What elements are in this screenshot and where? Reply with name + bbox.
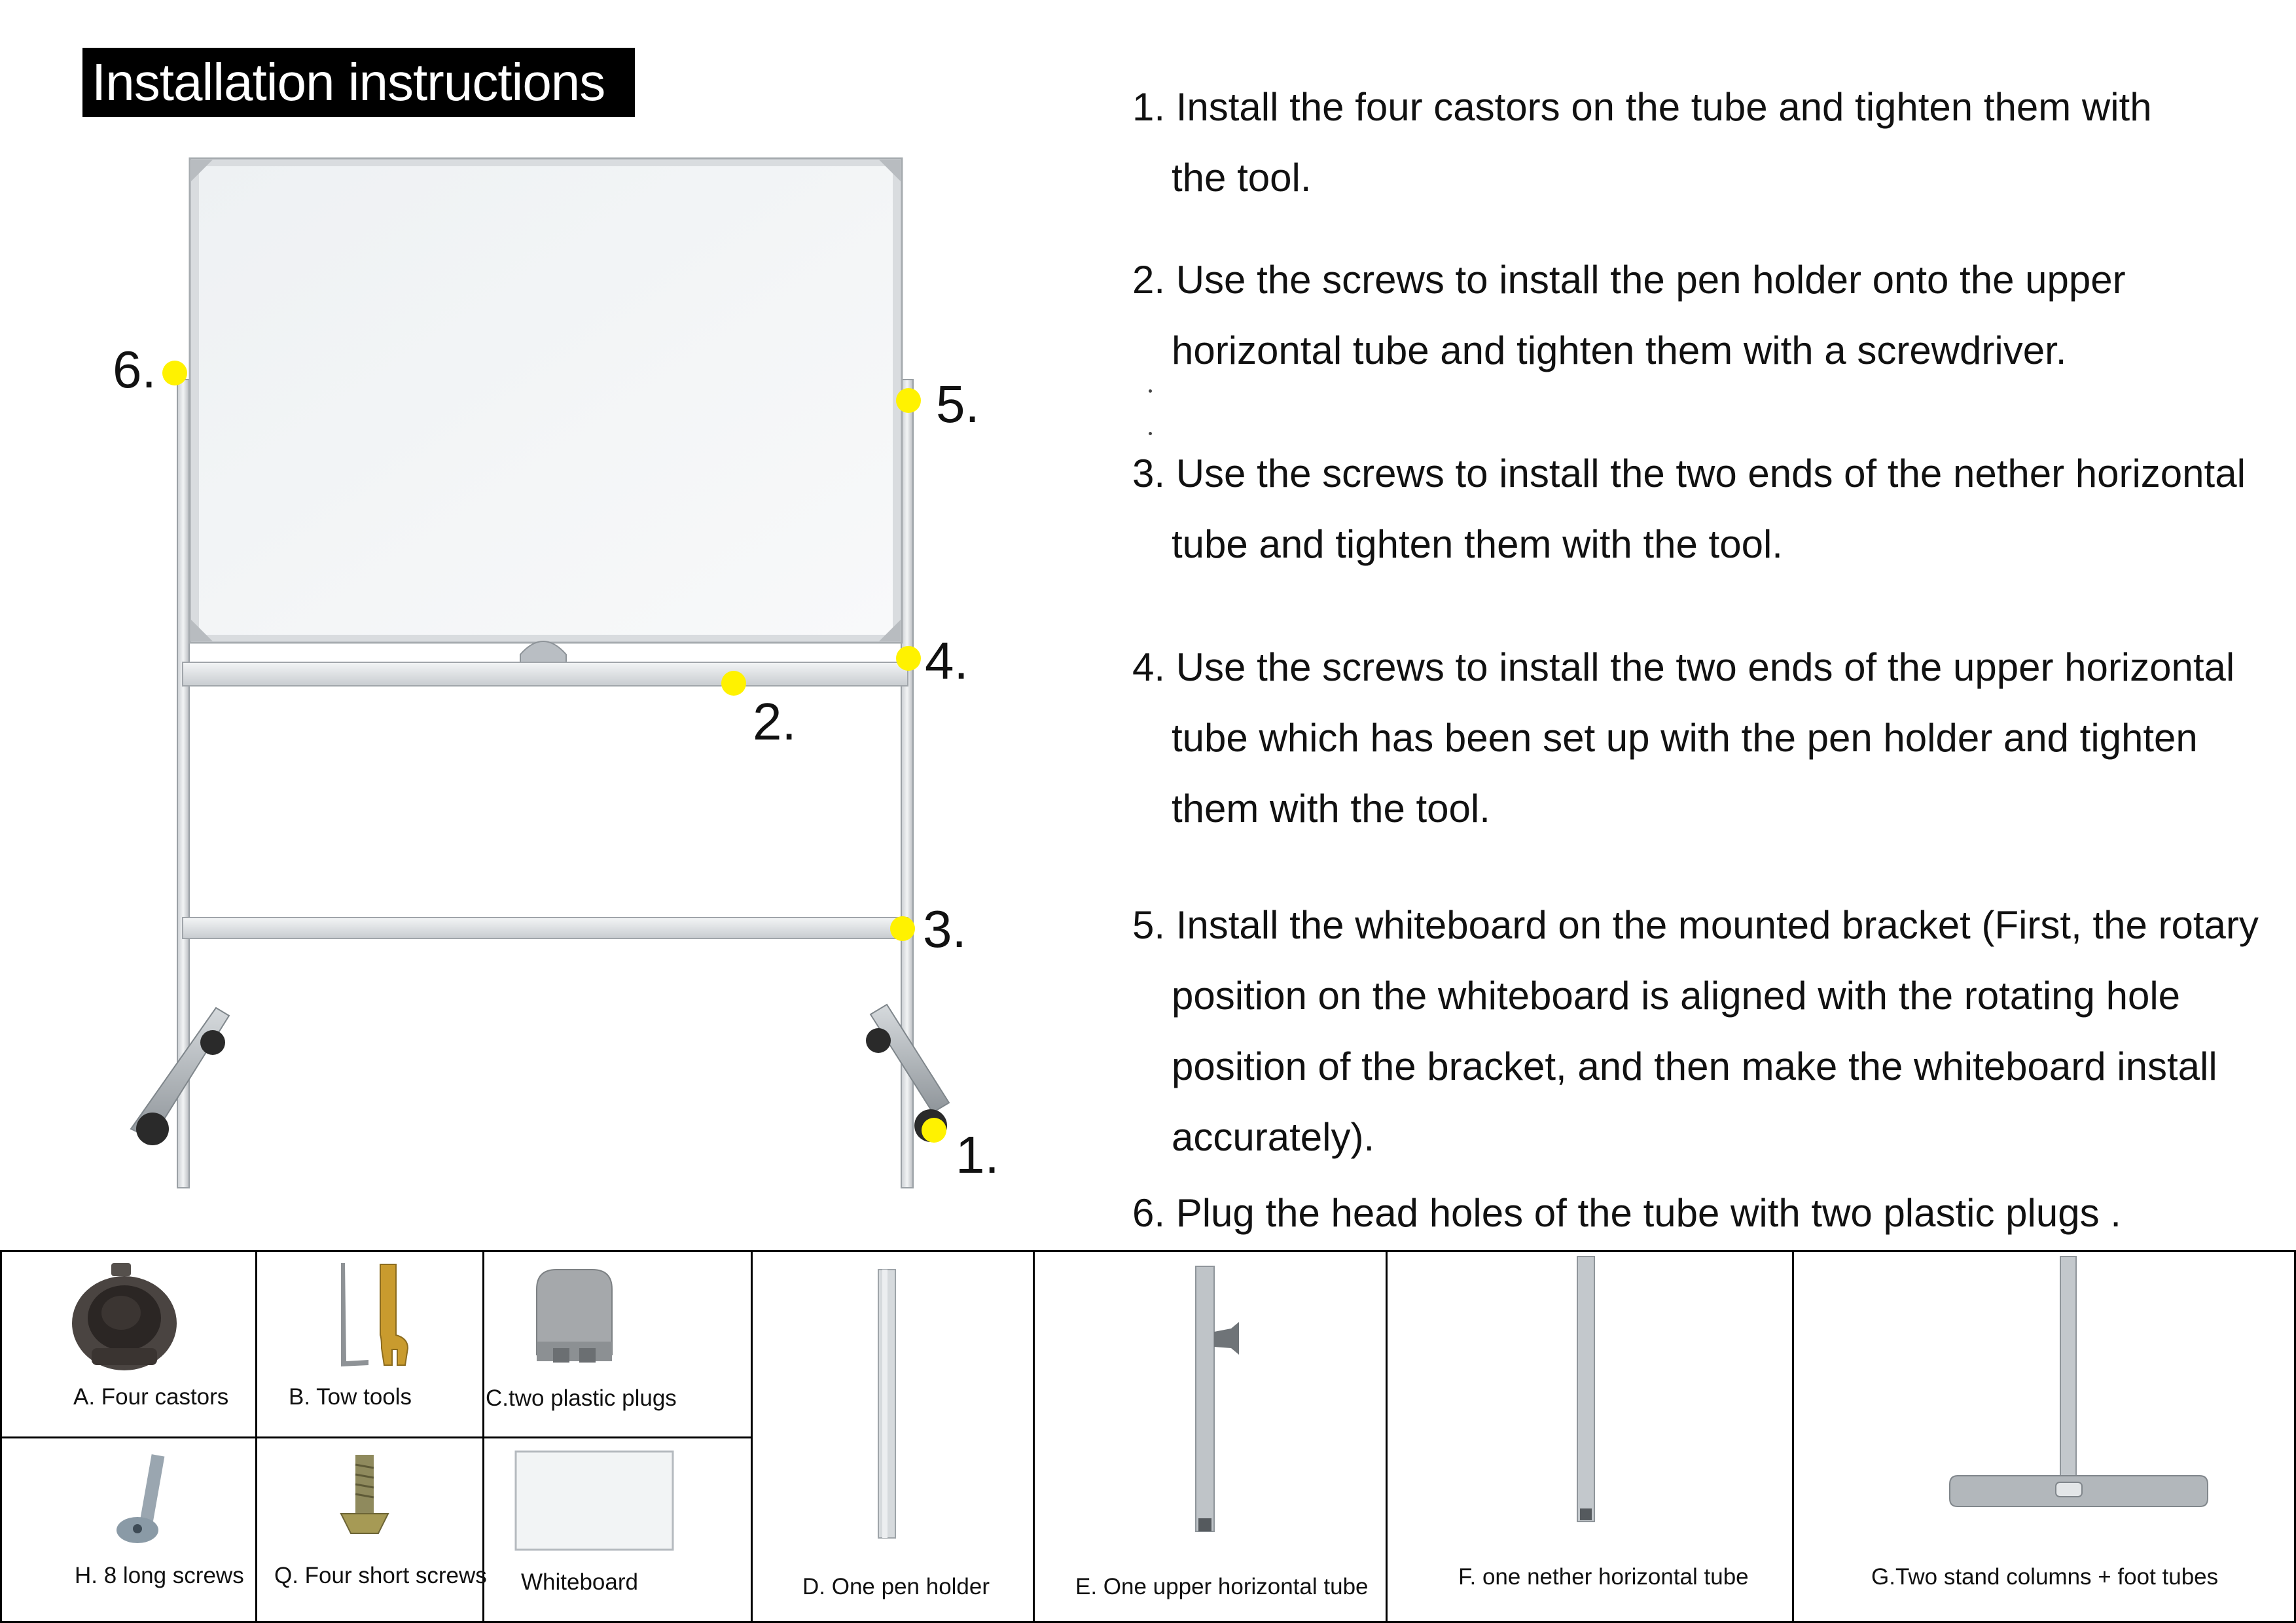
part-q-label: Q. Four short screws	[274, 1563, 487, 1588]
step-1-line-1: 1. Install the four castors on the tube and tighten them with	[1132, 85, 2152, 129]
part-g-label: G.Two stand columns + foot tubes	[1871, 1564, 2219, 1590]
step-5-line-4: accurately).	[1172, 1115, 1375, 1159]
step-5-line-2: position on the whiteboard is aligned with the rotating hole	[1172, 974, 2181, 1018]
castor-icon	[0, 1250, 255, 1381]
step-1-line-2: the tool.	[1172, 156, 1312, 200]
callout-5-label: 5.	[936, 375, 980, 433]
step-1	[1132, 72, 2271, 213]
whiteboard-surface	[199, 166, 893, 635]
part-wb-cell	[484, 1438, 751, 1621]
tools-icon	[257, 1250, 482, 1381]
parts-table	[0, 1250, 2296, 1623]
stand-column-part-icon	[1794, 1250, 2294, 1558]
callout-3-label: 3.	[923, 900, 967, 958]
step-6-line-1: 6. Plug the head holes of the tube with two plastic plugs .	[1132, 1191, 2121, 1235]
plastic-plugs-icon	[484, 1250, 751, 1381]
part-d-label: D. One pen holder	[802, 1574, 990, 1599]
part-f-label: F. one nether horizontal tube	[1458, 1564, 1749, 1590]
callout-4-label: 4.	[925, 632, 969, 690]
part-a-cell	[0, 1250, 255, 1436]
callout-4-dot	[896, 646, 921, 671]
nether-horizontal-tube	[183, 918, 908, 938]
left-front-castor	[136, 1113, 169, 1145]
part-h-label: H. 8 long screws	[75, 1563, 244, 1588]
whiteboard-stand-drawing	[0, 118, 1047, 1230]
part-e-label: E. One upper horizontal tube	[1075, 1574, 1369, 1599]
long-screw-icon	[0, 1438, 255, 1563]
pen-holder-part-icon	[753, 1250, 1033, 1558]
step-4-line-1: 4. Use the screws to install the two ends of the upper horizontal	[1132, 645, 2235, 689]
right-back-castor	[866, 1028, 891, 1053]
left-back-castor	[200, 1030, 225, 1055]
nether-tube-part-icon	[1388, 1250, 1792, 1558]
part-a-label: A. Four castors	[73, 1384, 229, 1410]
short-screw-icon	[257, 1438, 482, 1563]
part-h-cell	[0, 1438, 255, 1621]
step-5	[1132, 890, 2271, 1173]
step-2	[1132, 245, 2271, 386]
callout-2-label: 2.	[753, 692, 797, 751]
callout-1-dot	[922, 1118, 946, 1143]
step-2-line-1: 2. Use the screws to install the pen holder onto the upper	[1132, 258, 2126, 302]
step-3-line-1: 3. Use the screws to install the two ends of the nether horizontal	[1132, 452, 2246, 495]
part-b-label: B. Tow tools	[289, 1384, 412, 1410]
part-c-cell	[484, 1250, 751, 1436]
step-4-line-2: tube which has been set up with the pen holder and tighten	[1172, 716, 2198, 760]
whiteboard-part-icon	[484, 1438, 751, 1563]
upper-tube-part-icon	[1035, 1250, 1386, 1558]
stray-mark-1	[1149, 389, 1152, 393]
part-c-label: C.two plastic plugs	[486, 1385, 677, 1411]
whiteboard-stand-illustration	[0, 118, 1047, 1230]
callout-1-label: 1.	[956, 1126, 999, 1184]
upper-horizontal-tube	[183, 662, 908, 686]
part-g-cell	[1794, 1250, 2294, 1623]
page-title: Installation instructions	[92, 53, 605, 111]
step-2-line-2: horizontal tube and tighten them with a screwdriver.	[1172, 329, 2067, 372]
callout-5-dot	[896, 388, 921, 413]
step-3-line-2: tube and tighten them with the tool.	[1172, 522, 1783, 566]
title-banner	[82, 48, 635, 117]
part-wb-label: Whiteboard	[521, 1569, 638, 1595]
part-f-cell	[1388, 1250, 1792, 1623]
step-6	[1132, 1178, 2271, 1249]
step-4	[1132, 632, 2271, 844]
callout-6-label: 6.	[113, 340, 156, 399]
step-5-line-1: 5. Install the whiteboard on the mounted bracket (First, the rotary	[1132, 903, 2259, 947]
callout-3-dot	[890, 916, 915, 941]
step-4-line-3: them with the tool.	[1172, 787, 1490, 830]
part-b-cell	[257, 1250, 482, 1436]
callout-6-dot	[162, 361, 187, 385]
part-d-cell	[753, 1250, 1033, 1623]
part-e-cell	[1035, 1250, 1386, 1623]
stray-mark-2	[1149, 432, 1152, 435]
step-5-line-3: position of the bracket, and then make the whiteboard install	[1172, 1044, 2217, 1088]
part-q-cell	[257, 1438, 487, 1621]
step-3	[1132, 438, 2271, 580]
callout-2-dot	[721, 671, 746, 696]
pen-holder-clip	[520, 641, 566, 662]
